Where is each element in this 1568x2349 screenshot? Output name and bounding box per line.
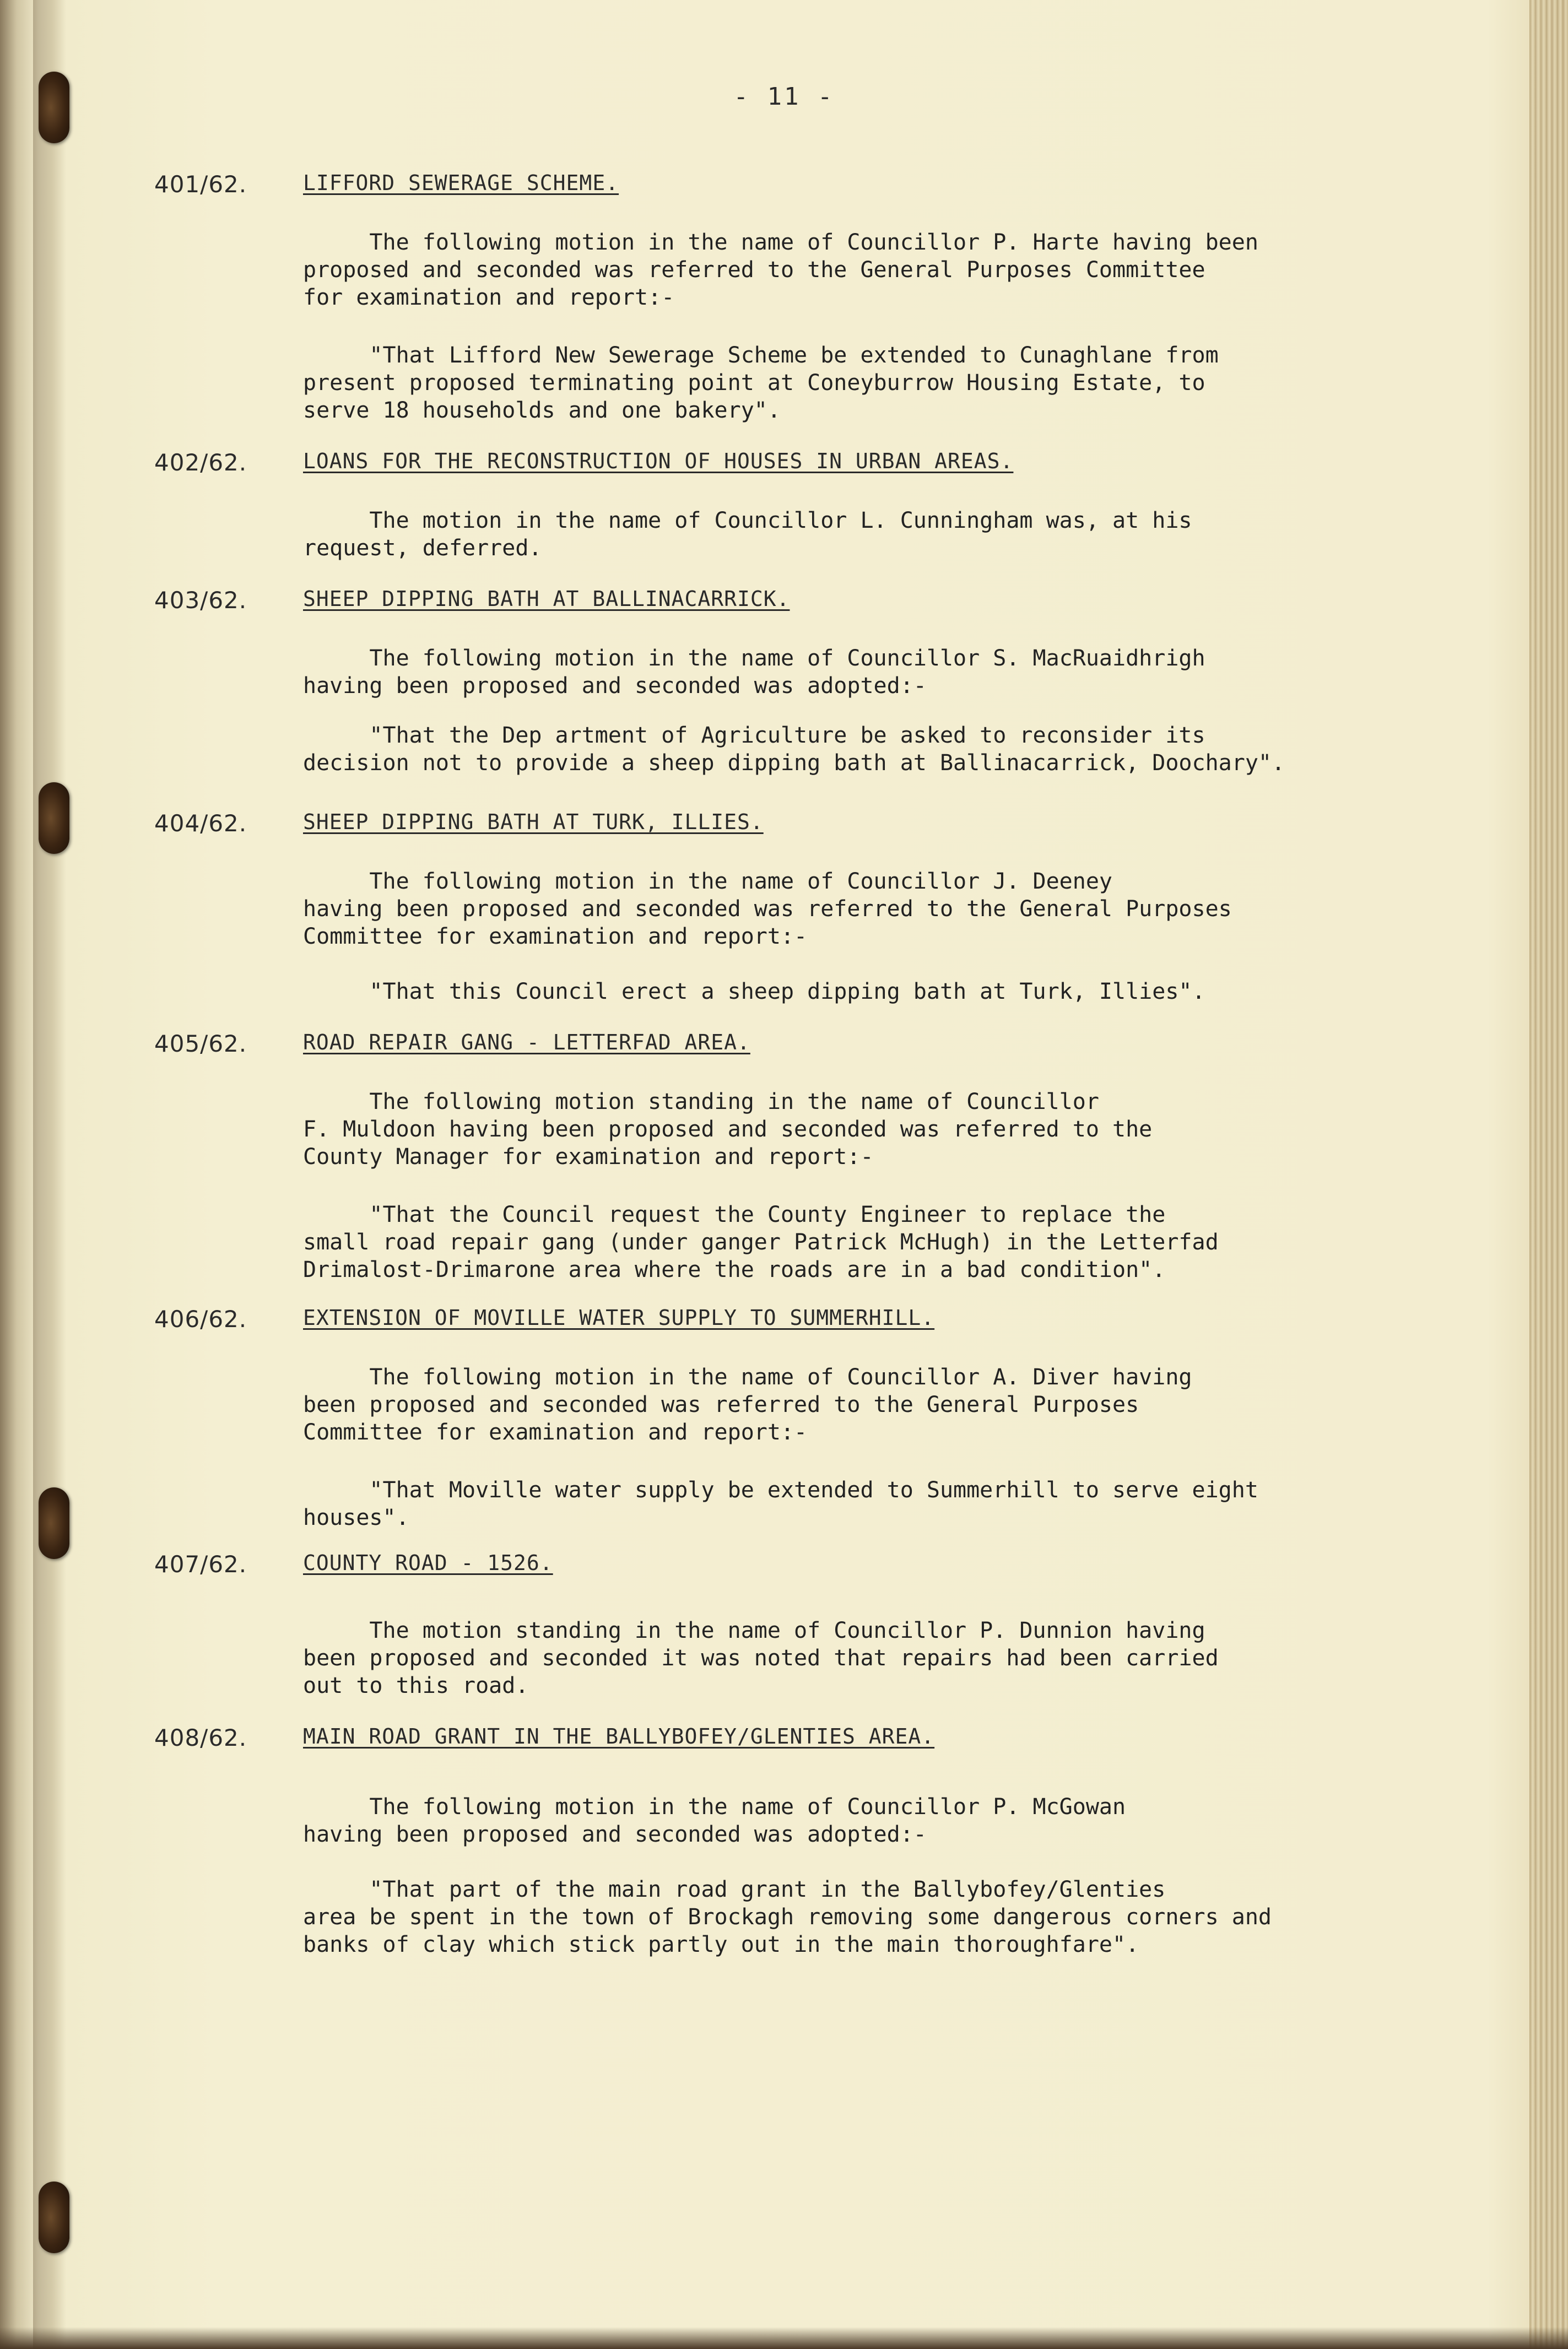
minute-quote: "That the Council request the County Engineer to replace the small road repair gang (under ganger Patrick McHugh) in the Letterfad Drimalost-Drimarone area where the roads are in a bad condition". [303,1202,1219,1282]
minute-quote: "That Lifford New Sewerage Scheme be extended to Cunaghlane from present proposed terminating point at Coneyburrow Housing Estate, to serve 18 households and one bakery". [303,343,1219,423]
minute-number: 404/62. [154,810,247,837]
minute-quote: "That this Council erect a sheep dipping bath at Turk, Illies". [303,979,1205,1004]
minute-body: The following motion in the name of Councillor A. Diver having been proposed and seconded was referred to the General Purposes Committee for examination and report:- [303,1365,1192,1445]
binder-ring [39,782,69,854]
minute-title: LOANS FOR THE RECONSTRUCTION OF HOUSES IN URBAN AREAS. [303,449,1014,473]
minute-number: 408/62. [154,1724,247,1751]
binder-ring [39,1487,69,1559]
minute-title: ROAD REPAIR GANG - LETTERFAD AREA. [303,1030,750,1054]
minute-number: 405/62. [154,1030,247,1057]
spine-shadow [33,0,66,2349]
minute-body: The following motion in the name of Councillor S. MacRuaidhrigh having been proposed and seconded was adopted:- [303,646,1205,699]
minute-body: The following motion standing in the name of Councillor F. Muldoon having been proposed and seconded was referred to the County Manager for examination and report:- [303,1089,1153,1170]
binder-ring [39,2182,69,2253]
minute-number: 403/62. [154,587,247,614]
minute-quote: "That the Dep artment of Agriculture be asked to reconsider its decision not to provide a sheep dipping bath at Ballinacarrick, Doochary". [303,723,1285,776]
minute-number: 407/62. [154,1551,247,1578]
minute-quote: "That Moville water supply be extended to Summerhill to serve eight houses". [303,1477,1258,1530]
minute-title: SHEEP DIPPING BATH AT TURK, ILLIES. [303,810,764,834]
minute-number: 402/62. [154,449,247,476]
minute-body: The following motion in the name of Councillor P. McGowan having been proposed and seconded was adopted:- [303,1794,1126,1847]
minute-title: COUNTY ROAD - 1526. [303,1551,553,1575]
minute-body: The motion in the name of Councillor L. Cunningham was, at his request, deferred. [303,508,1192,561]
minute-title: SHEEP DIPPING BATH AT BALLINACARRICK. [303,587,790,611]
minute-body: The following motion in the name of Councillor P. Harte having been proposed and seconded was referred to the General Purposes Committee for examination and report:- [303,230,1258,310]
minute-number: 401/62. [154,171,247,198]
minute-body: The motion standing in the name of Councillor P. Dunnion having been proposed and seconded it was noted that repairs had been carried out to this road. [303,1618,1219,1698]
minute-quote: "That part of the main road grant in the Ballybofey/Glenties area be spent in the town of Brockagh removing some dangerous corners and banks of clay which stick partly out in the main thoroughfare". [303,1877,1272,1957]
minute-body: The following motion in the name of Councillor J. Deeney having been proposed and seconded was referred to the General Purposes Committee for examination and report:- [303,869,1232,949]
minute-title: MAIN ROAD GRANT IN THE BALLYBOFEY/GLENTIES AREA. [303,1724,935,1749]
minute-title: LIFFORD SEWERAGE SCHEME. [303,171,619,195]
bottom-edge [0,2327,1568,2349]
minute-number: 406/62. [154,1306,247,1333]
page-number: - 11 - [733,83,835,111]
minute-title: EXTENSION OF MOVILLE WATER SUPPLY TO SUMMERHILL. [303,1306,935,1330]
page-edges [1529,0,1568,2349]
